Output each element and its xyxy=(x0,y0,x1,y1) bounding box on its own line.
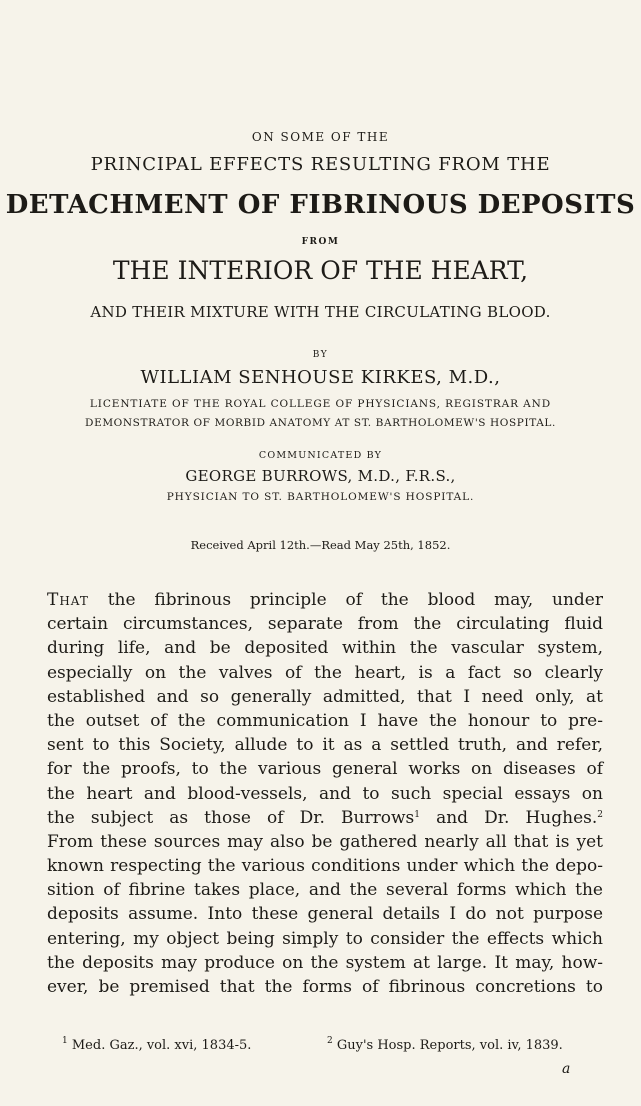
author-by: BY xyxy=(312,350,329,360)
author-credentials-2: DEMONSTRATOR OF MORBID ANATOMY AT ST. BARTHOLOMEW'S HOSPITAL. xyxy=(85,417,556,429)
body-line: That the fibrinous principle of the blood may, under xyxy=(47,590,603,610)
body-line: ever, be premised that the forms of fibrinous concretions to xyxy=(47,977,603,997)
footnote-1: $^1$ Med. Gaz., vol. xvi, 1834-5. xyxy=(62,1036,252,1053)
received-date: Received April 12th.—Read May 25th, 1852. xyxy=(190,538,451,552)
body-line: sent to this Society, allude to it as a settled truth, and refer, xyxy=(47,735,603,756)
communicator-role: PHYSICIAN TO ST. BARTHOLOMEW'S HOSPITAL. xyxy=(166,491,475,503)
title-from: FROM xyxy=(301,237,340,247)
footnote-ref-1: 1 xyxy=(414,809,420,820)
footnote-2: $^2$ Guy's Hosp. Reports, vol. iv, 1839. xyxy=(327,1036,563,1053)
title-line-1: ON SOME OF THE xyxy=(251,130,390,144)
body-line: established and so generally admitted, that I need only, at xyxy=(47,686,603,707)
body-line: the deposits may produce on the system at large. It may, how- xyxy=(47,952,603,973)
first-word: That xyxy=(47,590,89,610)
author-credentials-1: LICENTIATE OF THE ROYAL COLLEGE OF PHYSICIANS, REGISTRAR AND xyxy=(89,398,552,410)
body-line: during life, and be deposited within the vascular system, xyxy=(47,638,603,659)
communicated-by: COMMUNICATED BY xyxy=(258,450,383,461)
body-line: From these sources may also be gathered nearly all that is yet xyxy=(47,831,603,852)
footnote-ref-2: 2 xyxy=(597,809,604,820)
body-line: deposits assume. Into these general details I do not purpose xyxy=(47,904,603,925)
author-name: WILLIAM SENHOUSE KIRKES, M.D., xyxy=(140,367,501,388)
body-line: sition of fibrine takes place, and the several forms which the xyxy=(47,880,603,901)
title-interior: THE INTERIOR OF THE HEART, xyxy=(112,256,529,285)
body-line: certain circumstances, separate from the circulating fluid xyxy=(47,614,603,635)
communicator-name: GEORGE BURROWS, M.D., F.R.S., xyxy=(185,467,456,485)
body-line: the outset of the communication I have the honour to pre- xyxy=(47,710,603,731)
body-line: especially on the valves of the heart, is a fact so clearly xyxy=(47,662,603,683)
body-line: entering, my object being simply to consider the effects which xyxy=(47,928,603,949)
body-line: the subject as those of Dr. Burrows$^1$ and Dr. Hughes.$^2$ xyxy=(47,807,604,828)
title-mixture: AND THEIR MIXTURE WITH THE CIRCULATING BLOOD. xyxy=(90,303,551,321)
body-line: known respecting the various conditions under which the depo- xyxy=(47,856,603,877)
body-line: the heart and blood-vessels, and to such special essays on xyxy=(47,783,603,804)
signature-mark: a xyxy=(562,1061,571,1077)
title-main: DETACHMENT OF FIBRINOUS DEPOSITS xyxy=(5,190,636,220)
title-line-2: PRINCIPAL EFFECTS RESULTING FROM THE xyxy=(90,154,551,175)
body-line: for the proofs, to the various general works on diseases of xyxy=(47,759,603,780)
body-text xyxy=(47,588,603,999)
